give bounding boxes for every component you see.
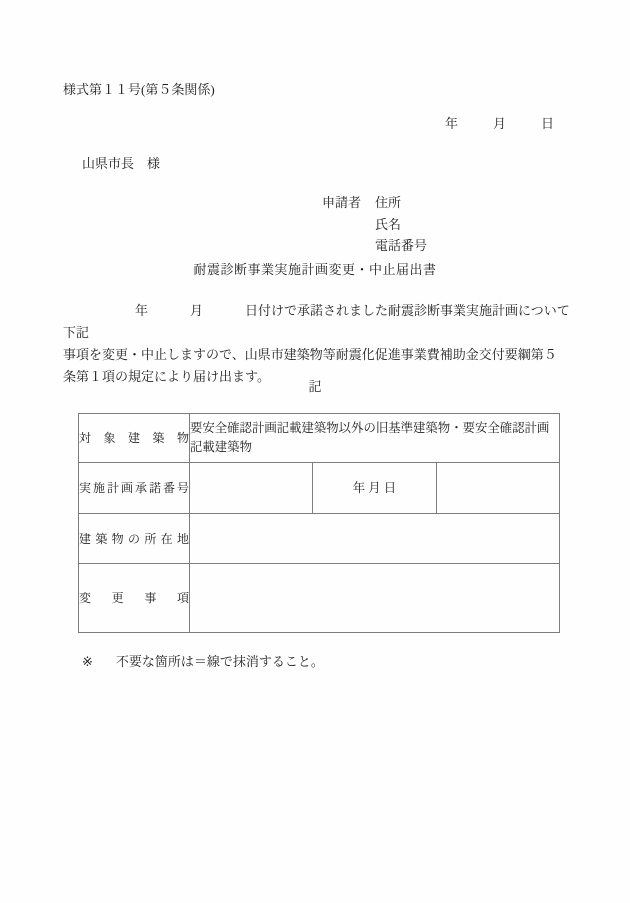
applicant-line-address <box>322 192 427 214</box>
form-number: 様式第１１号(第５条関係) <box>63 82 215 97</box>
applicant-address-label: 住所 <box>375 195 402 210</box>
row-value-target-building: 要安全確認計画記載建築物以外の旧基準建築物・要安全確認計画記載建築物 <box>190 414 560 463</box>
footnote <box>82 655 324 669</box>
table-row-approval-number <box>79 463 560 514</box>
date-month-label: 月 <box>493 116 507 131</box>
approval-date-label: 年 月 日 <box>313 463 436 514</box>
footnote-mark: ※ <box>82 654 93 669</box>
body-year-label: 年 <box>135 303 149 318</box>
row-value-change-items <box>190 564 560 633</box>
date-day-label: 日 <box>541 116 555 131</box>
table-row-change-items <box>79 564 560 633</box>
body-line-1 <box>63 300 573 344</box>
row-value-approval-number <box>190 463 313 514</box>
table-row-building-location <box>79 514 560 564</box>
body-paragraph <box>63 300 573 388</box>
row-label-approval-number: 実施計画承諾番号 <box>79 463 190 514</box>
table-row-target-building <box>79 414 560 463</box>
approval-date-value <box>436 463 559 514</box>
date-line <box>445 117 554 131</box>
body-line-2: 事項を変更・中止しますので、山県市建築物等耐震化促進事業費補助金交付要綱第５ <box>63 347 557 362</box>
form-table <box>78 413 560 633</box>
applicant-phone-label: 電話番号 <box>375 238 428 253</box>
row-label-target-building: 対象建築物 <box>79 414 190 463</box>
row-label-building-location: 建築物の所在地 <box>79 514 190 564</box>
body-month-label: 月 <box>190 303 204 318</box>
applicant-label: 申請者 <box>322 195 362 210</box>
addressee: 山県市長 様 <box>82 156 161 171</box>
body-line-3: 条第１項の規定により届け出ます。 <box>63 369 270 384</box>
row-label-change-items: 変更事項 <box>79 564 190 633</box>
body-line-1-text: 日付けで承諾されました耐震診断事業実施計画について下記 <box>63 303 570 340</box>
applicant-name-label: 氏名 <box>375 216 402 232</box>
footnote-text: 不要な箇所は＝線で抹消すること。 <box>115 654 324 669</box>
row-value-building-location <box>190 514 560 564</box>
record-mark: 記 <box>308 379 322 394</box>
date-year-label: 年 <box>445 116 459 131</box>
applicant-block <box>322 192 427 257</box>
document-title: 耐震診断事業実施計画変更・中止届出書 <box>193 262 437 277</box>
